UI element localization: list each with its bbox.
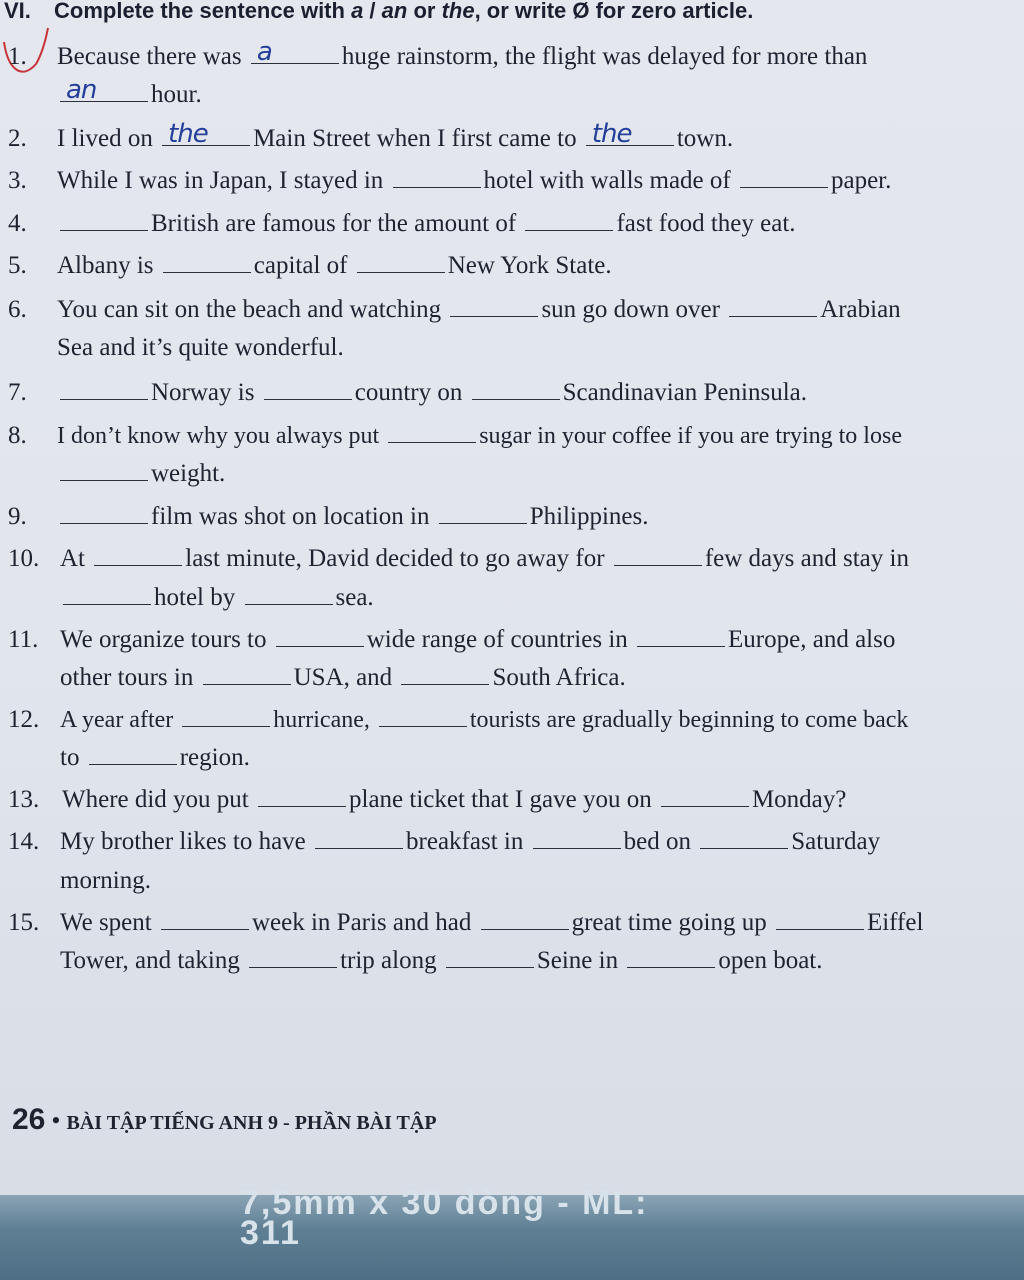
question-2-number: 2. (8, 125, 27, 152)
q9-blank-2[interactable] (439, 501, 527, 524)
question-2-line-1 (57, 120, 733, 158)
question-15-line-1 (60, 904, 923, 942)
q10-text-c: few days and stay in (704, 545, 909, 572)
q12-blank-3[interactable] (89, 742, 177, 765)
question-9-line-1 (57, 498, 648, 536)
q8-text-a: I don’t know why you always put (57, 423, 386, 449)
question-11-number: 11. (8, 626, 39, 653)
q15-blank-5[interactable] (446, 945, 534, 968)
q7-text-d: Scandinavian Peninsula. (562, 379, 807, 406)
q8-blank-2[interactable] (60, 458, 148, 481)
q15-text-e: Tower, and taking (60, 947, 247, 974)
question-9-number: 9. (8, 503, 27, 530)
q11-text-e: USA, and (293, 664, 399, 691)
question-14-line-2 (60, 862, 151, 900)
footer-bullet: • (51, 1106, 61, 1135)
question-1-number: 1. (8, 43, 27, 70)
q2-blank-2[interactable] (586, 119, 674, 149)
question-14-line-1 (60, 823, 880, 861)
q7-text-b: Norway is (151, 379, 261, 406)
q3-blank-2[interactable] (740, 165, 828, 188)
question-7-line-1 (57, 374, 807, 412)
q10-text-e: hotel by (154, 584, 242, 611)
q10-blank-2[interactable] (614, 543, 702, 566)
q15-text-b: week in Paris and had (251, 909, 478, 936)
q1-text-b: huge rainstorm, the flight was delayed for more than (341, 43, 868, 70)
question-4-line-1 (57, 205, 796, 243)
q9-text-b: film was shot on location in (151, 503, 436, 530)
question-13-line-1 (62, 781, 846, 819)
q6-text-a: You can sit on the beach and watching (57, 296, 448, 323)
q5-blank-2[interactable] (357, 250, 445, 273)
q11-text-a: We organize tours to (60, 626, 273, 653)
q4-text-c: fast food they eat. (616, 210, 796, 237)
q3-text-c: paper. (830, 167, 892, 194)
question-4-number: 4. (8, 210, 27, 237)
q12-text-a: A year after (60, 707, 180, 733)
q11-blank-4[interactable] (401, 662, 489, 685)
q7-text-c: country on (354, 379, 469, 406)
q15-text-f: trip along (340, 947, 443, 974)
heading-suffix: , or write Ø for zero article. (474, 0, 754, 23)
q6-text-c: Arabian (820, 296, 901, 323)
heading-slash: / (363, 0, 382, 23)
question-10-line-2 (60, 579, 374, 617)
q5-blank-1[interactable] (163, 250, 251, 273)
q13-blank-2[interactable] (661, 784, 749, 807)
q14-text-b: breakfast in (406, 828, 530, 855)
q10-text-a: At (60, 545, 92, 572)
question-15-number: 15. (8, 909, 40, 936)
q5-text-c: New York State. (447, 252, 612, 279)
q15-blank-2[interactable] (481, 907, 569, 930)
q15-text-d: Eiffel (866, 909, 924, 936)
q13-text-a: Where did you put (62, 786, 256, 813)
q10-blank-4[interactable] (245, 582, 333, 605)
question-12-number: 12. (8, 706, 40, 733)
q14-blank-3[interactable] (700, 826, 788, 849)
q12-blank-1[interactable] (182, 704, 270, 727)
q1-handwritten-answer-1: a (256, 37, 272, 67)
q15-blank-4[interactable] (249, 945, 337, 968)
q7-blank-1[interactable] (60, 377, 148, 400)
heading-option-a: a (351, 0, 364, 23)
question-6-line-1 (57, 291, 901, 329)
question-14-number: 14. (8, 828, 40, 855)
q15-blank-1[interactable] (161, 907, 249, 930)
heading-option-an: an (381, 0, 408, 23)
q6-text-b: sun go down over (541, 296, 727, 323)
q8-text-b: sugar in your coffee if you are trying to lose (479, 423, 902, 449)
q2-text-a: I lived on (57, 125, 160, 152)
q6-text-d: Sea and it’s quite wonderful. (57, 334, 344, 361)
question-12-line-2 (60, 739, 250, 777)
question-15-line-2 (60, 942, 823, 980)
q5-text-b: capital of (253, 252, 354, 279)
q4-text-b: British are famous for the amount of (151, 210, 523, 237)
question-10-number: 10. (8, 545, 40, 572)
q8-blank-1[interactable] (388, 420, 476, 443)
q4-blank-2[interactable] (525, 208, 613, 231)
notebook-cover-text: 7,5mm x 30 dòng - ML: 311 (240, 1184, 649, 1252)
q14-text-c: bed on (623, 828, 698, 855)
q9-blank-1[interactable] (60, 501, 148, 524)
heading-middle: or (407, 0, 442, 23)
question-13-number: 13. (8, 786, 40, 813)
heading-option-the: the (441, 0, 475, 23)
q15-blank-3[interactable] (776, 907, 864, 930)
q1-blank-1[interactable] (251, 37, 339, 67)
question-5-number: 5. (8, 252, 27, 279)
page-number: 26 (12, 1103, 46, 1136)
question-8-line-2 (57, 455, 225, 493)
q12-blank-2[interactable] (379, 704, 467, 727)
q11-text-d: other tours in (60, 664, 200, 691)
q2-handwritten-answer-2: the (591, 119, 632, 149)
question-3-number: 3. (8, 167, 27, 194)
q10-blank-3[interactable] (63, 582, 151, 605)
q15-text-a: We spent (60, 909, 158, 936)
q1-text-a: Because there was (57, 43, 248, 70)
q5-text-a: Albany is (57, 252, 160, 279)
q1-handwritten-answer-2: an (66, 75, 97, 105)
q3-text-a: While I was in Japan, I stayed in (57, 167, 390, 194)
q6-blank-1[interactable] (450, 294, 538, 317)
heading-prefix: Complete the sentence with (54, 0, 352, 23)
q12-text-c: tourists are gradually beginning to come back (469, 707, 909, 733)
q14-blank-1[interactable] (315, 826, 403, 849)
q2-text-c: town. (676, 125, 734, 152)
question-3-line-1 (57, 162, 891, 200)
q4-blank-1[interactable] (60, 208, 148, 231)
question-8-number: 8. (8, 422, 27, 449)
q11-text-b: wide range of countries in (366, 626, 635, 653)
q10-blank-1[interactable] (94, 543, 182, 566)
question-6-line-2 (57, 329, 344, 367)
q2-handwritten-answer-1: the (168, 119, 208, 149)
section-number: VI. (4, 0, 31, 23)
q8-text-d: weight. (151, 460, 226, 487)
book-title: BÀI TẬP TIẾNG ANH 9 - PHẦN BÀI TẬP (66, 1112, 437, 1134)
q2-blank-1[interactable] (162, 119, 250, 149)
question-8-line-1 (57, 417, 902, 455)
q13-blank-1[interactable] (258, 784, 346, 807)
question-12-line-1 (60, 701, 908, 739)
q14-text-a: My brother likes to have (60, 828, 313, 855)
q14-text-d: Saturday (791, 828, 881, 855)
q15-text-c: great time going up (571, 909, 773, 936)
q12-text-e: region. (179, 744, 250, 771)
q15-text-g: Seine in (536, 947, 625, 974)
question-7-number: 7. (8, 379, 27, 406)
question-10-line-1 (60, 540, 909, 578)
q2-text-b: Main Street when I first came to (253, 125, 583, 152)
q12-text-b: hurricane, (273, 707, 376, 733)
q1-text-d: hour. (151, 81, 202, 108)
q15-blank-6[interactable] (627, 945, 715, 968)
q14-blank-2[interactable] (533, 826, 621, 849)
page-footer (12, 1100, 437, 1140)
q3-text-b: hotel with walls made of (483, 167, 737, 194)
question-11-line-2 (60, 659, 626, 697)
q13-text-b: plane ticket that I gave you on (349, 786, 658, 813)
exercise-heading (0, 0, 1024, 28)
q14-text-e: morning. (60, 867, 151, 894)
q10-text-b: last minute, David decided to go away for (185, 545, 611, 572)
q11-text-c: Europe, and also (728, 626, 896, 653)
question-6-number: 6. (8, 296, 27, 323)
q11-blank-2[interactable] (637, 624, 725, 647)
question-5-line-1 (57, 247, 612, 285)
q11-blank-3[interactable] (203, 662, 291, 685)
q7-blank-2[interactable] (264, 377, 352, 400)
q9-text-c: Philippines. (529, 503, 649, 530)
q3-blank-1[interactable] (393, 165, 481, 188)
q1-blank-2[interactable] (60, 75, 148, 105)
question-1-line-1 (57, 38, 867, 76)
q10-text-f: sea. (335, 584, 374, 611)
question-11-line-1 (60, 621, 895, 659)
q15-text-h: open boat. (718, 947, 823, 974)
q13-text-c: Monday? (751, 786, 847, 813)
q12-text-d: to (60, 744, 86, 771)
q7-blank-3[interactable] (472, 377, 560, 400)
question-1-line-2 (57, 76, 202, 114)
q11-text-f: South Africa. (492, 664, 626, 691)
q6-blank-2[interactable] (729, 294, 817, 317)
q11-blank-1[interactable] (276, 624, 364, 647)
